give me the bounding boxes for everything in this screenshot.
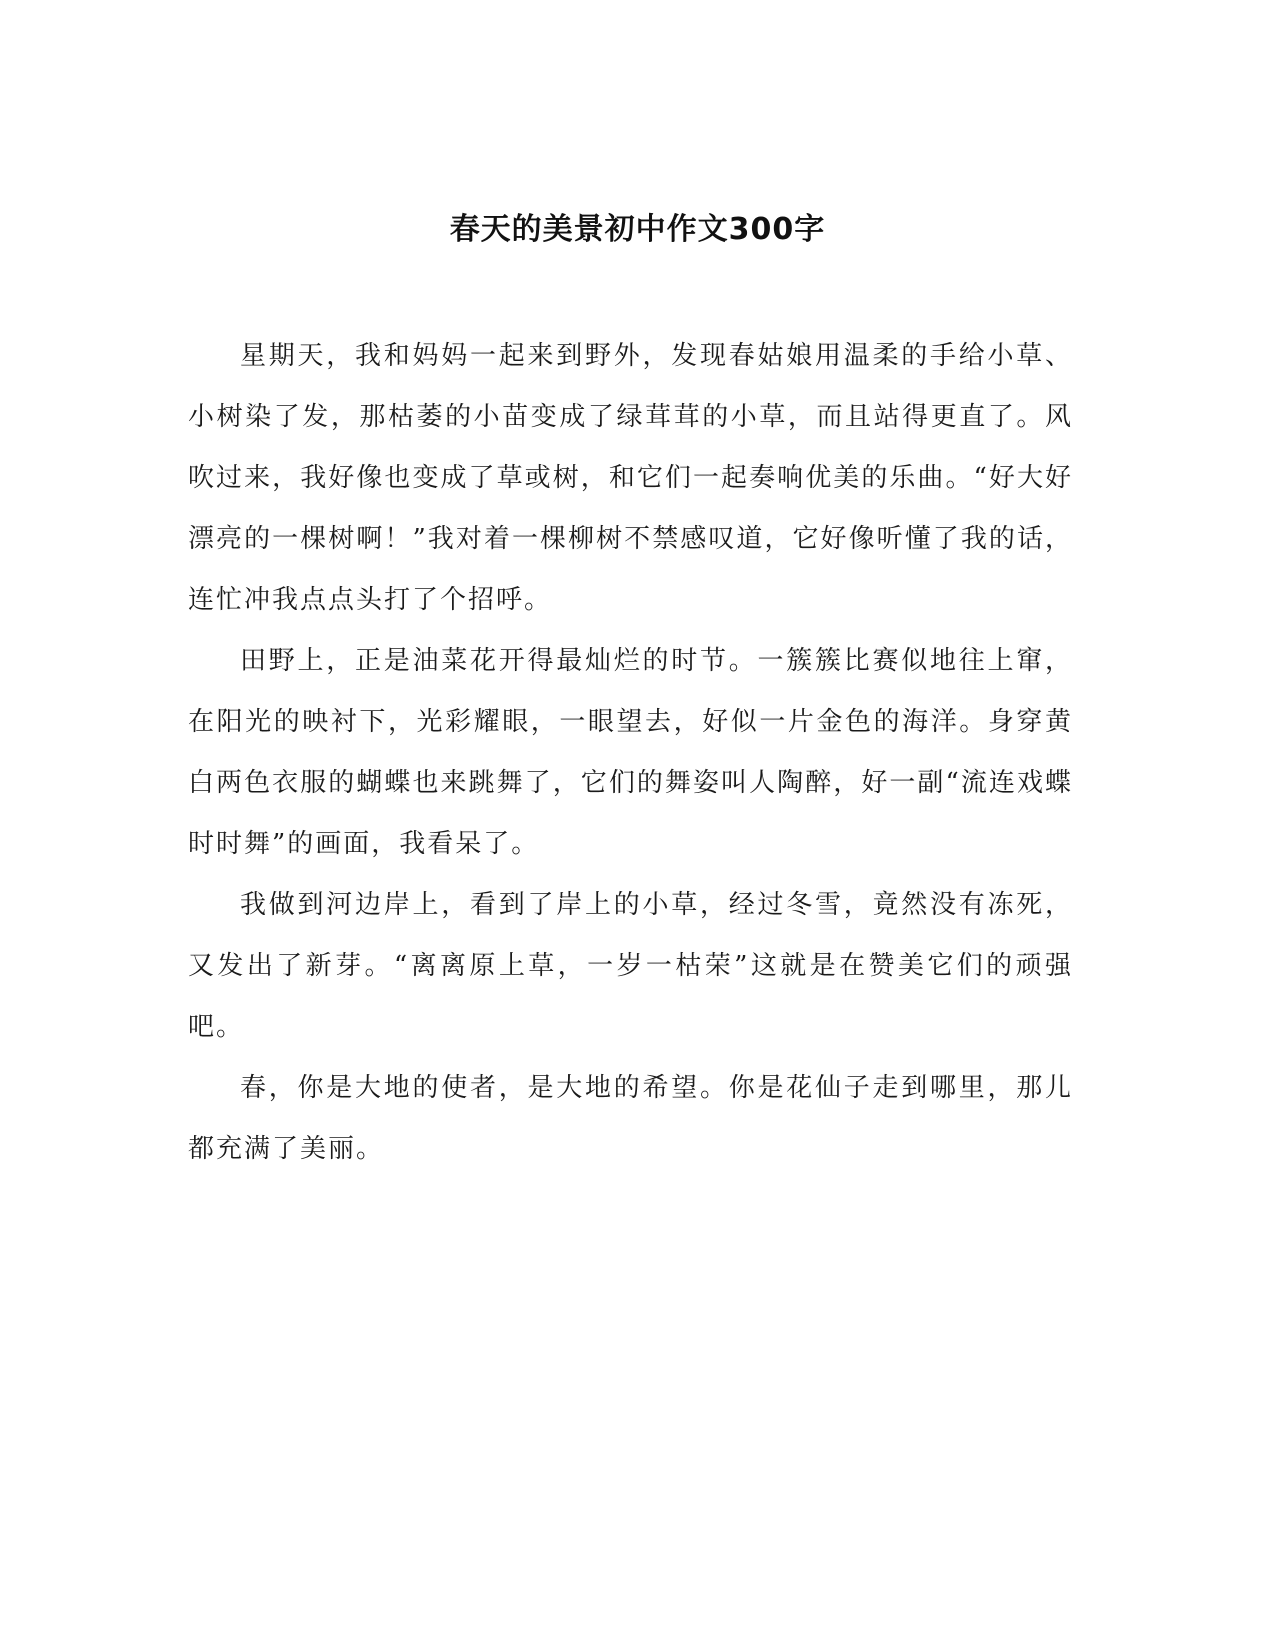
document-body bbox=[188, 326, 1073, 1180]
paragraph-3: 我做到河边岸上，看到了岸上的小草，经过冬雪，竟然没有冻死，又发出了新芽。“离离原上草，一岁一枯荣”这就是在赞美它们的顽强吧。 bbox=[188, 890, 1073, 1042]
paragraph-4: 春，你是大地的使者，是大地的希望。你是花仙子走到哪里，那儿都充满了美丽。 bbox=[188, 1073, 1073, 1164]
paragraph-2: 田野上，正是油菜花开得最灿烂的时节。一簇簇比赛似地往上窜，在阳光的映衬下，光彩耀眼，一眼望去，好似一片金色的海洋。身穿黄白两色衣服的蝴蝶也来跳舞了，它们的舞姿叫人陶醉，好一副“流连戏蝶时时舞”的画面，我看呆了。 bbox=[188, 646, 1073, 859]
paragraph-1: 星期天，我和妈妈一起来到野外，发现春姑娘用温柔的手给小草、小树染了发，那枯萎的小苗变成了绿茸茸的小草，而且站得更直了。风吹过来，我好像也变成了草或树，和它们一起奏响优美的乐曲。“好大好漂亮的一棵树啊！”我对着一棵柳树不禁感叹道，它好像听懂了我的话，连忙冲我点点头打了个招呼。 bbox=[188, 341, 1073, 615]
document-title: 春天的美景初中作文300字 bbox=[449, 212, 826, 247]
